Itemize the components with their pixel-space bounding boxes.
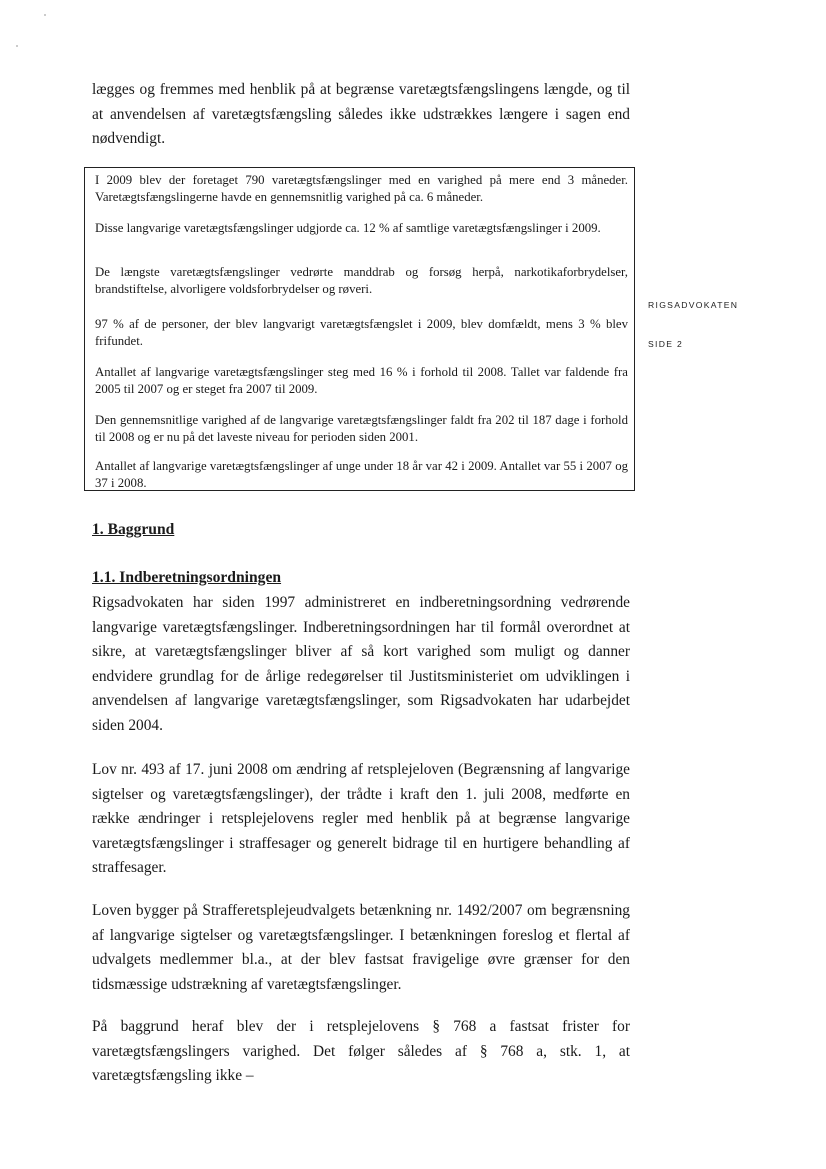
- body-paragraph: Lov nr. 493 af 17. juni 2008 om ændring af retsplejeloven (Begrænsning af langvarige sigtelser og varetægtsfængslinger), der trådte i kraft den 1. juli 2008, medførte en række ændringer i retsplejelovens regler med henblik på at begrænse langvarige varetægtsfængslinger i straffesager og generelt bidrage til en hurtigere behandling af straffesager.: [92, 761, 630, 876]
- sidebar-page-label: SIDE 2: [648, 339, 684, 349]
- sidebar-organization: RIGSADVOKATEN: [648, 300, 739, 310]
- summary-item: Den gennemsnitlige varighed af de langvarige varetægtsfængslinger faldt fra 202 til 187 dage i forhold til 2008 og er nu på det laveste niveau for perioden siden 2001.: [95, 413, 628, 444]
- summary-item: Antallet af langvarige varetægtsfængslinger steg med 16 % i forhold til 2008. Tallet var faldende fra 2005 til 2007 og er steget fra 2007 til 2009.: [95, 365, 628, 396]
- body-paragraph: På baggrund heraf blev der i retsplejelovens § 768 a fastsat frister for varetægtsfængslingers varighed. Det følger således af § 768 a, stk. 1, at varetægtsfængsling ikke –: [92, 1018, 630, 1084]
- summary-box: [84, 167, 635, 491]
- section-heading: 1. Baggrund: [92, 521, 175, 538]
- summary-item: 97 % af de personer, der blev langvarigt varetægtsfængslet i 2009, blev domfældt, mens 3 % blev frifundet.: [95, 317, 628, 348]
- summary-item: I 2009 blev der foretaget 790 varetægtsfængslinger med en varighed på mere end 3 måneder. Varetægtsfængslingerne havde en gennemsnitlig varighed på ca. 6 måneder.: [95, 173, 628, 204]
- subsection-heading: 1.1. Indberetningsordningen: [92, 569, 282, 586]
- body-paragraph: Rigsadvokaten har siden 1997 administreret en indberetningsordning vedrørende langvarige varetægtsfængslinger. Indberetningsordningen har til formål overordnet at sikre, at varetægtsfængslinger bliver af så kort varighed som muligt og danner endvidere grundlag for de årlige redegørelser til Justitsministeriet om udviklingen i anvendelsen af langvarige varetægtsfængslinger, som Rigsadvokaten har udarbejdet siden 2004.: [92, 594, 630, 734]
- summary-item: Disse langvarige varetægtsfængslinger udgjorde ca. 12 % af samtlige varetægtsfængslinger i 2009.: [95, 221, 601, 235]
- scan-speck: [16, 45, 18, 47]
- summary-item: De længste varetægtsfængslinger vedrørte manddrab og forsøg herpå, narkotikaforbrydelser, brandstiftelse, alvorligere voldsforbrydelser og røveri.: [95, 265, 628, 296]
- body-paragraph: Loven bygger på Strafferetsplejeudvalgets betænkning nr. 1492/2007 om begrænsning af langvarige sigtelser og varetægtsfængslinger. I betænkningen foreslog et flertal af udvalgets medlemmer bl.a., at der blev fastsat fravigelige øvre grænser for den tidsmæssige udstrækning af varetægtsfængslinger.: [92, 902, 630, 993]
- scan-speck: [44, 14, 46, 16]
- intro-paragraph: lægges og fremmes med henblik på at begrænse varetægtsfængslingens længde, og til at anvendelsen af varetægtsfængsling således ikke udstrækkes længere i sagen end nødvendigt.: [92, 81, 630, 147]
- summary-item: Antallet af langvarige varetægtsfængslinger af unge under 18 år var 42 i 2009. Antallet var 55 i 2007 og 37 i 2008.: [95, 459, 628, 490]
